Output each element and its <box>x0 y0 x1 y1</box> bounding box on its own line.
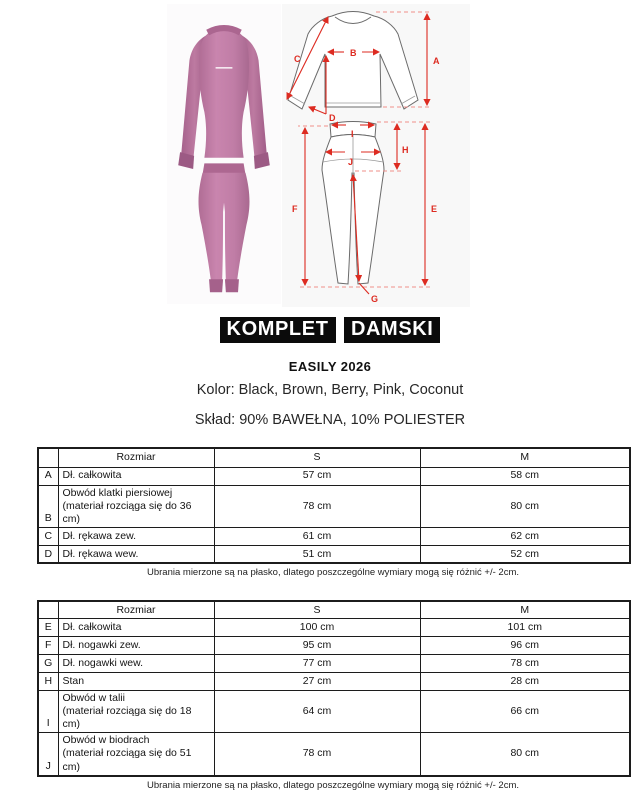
top-torso <box>199 29 249 158</box>
row-label: Dł. rękawa zew. <box>58 527 214 545</box>
table-row <box>38 672 630 690</box>
row-letter: G <box>38 654 58 672</box>
measure-label-i: I <box>351 129 354 139</box>
table-row <box>38 636 630 654</box>
measurement-diagram <box>282 4 470 307</box>
header-rozmiar: Rozmiar <box>58 601 214 618</box>
row-letter: C <box>38 527 58 545</box>
row-label-line1: Obwód w biodrach <box>62 734 150 747</box>
table-row <box>38 545 630 563</box>
header-rozmiar: Rozmiar <box>58 448 214 467</box>
row-letter: B <box>38 485 58 527</box>
table-row <box>38 733 630 776</box>
value-m: 80 cm <box>420 485 630 527</box>
measure-label-f: F <box>292 204 298 214</box>
value-m: 101 cm <box>420 618 630 636</box>
value-s: 57 cm <box>214 467 420 485</box>
size-table-top <box>37 447 631 564</box>
measure-label-d: D <box>329 113 336 123</box>
right-ankle-cuff <box>225 279 239 292</box>
title-word-damski: DAMSKI <box>344 317 441 343</box>
header-size-s: S <box>214 601 420 618</box>
header-size-s: S <box>214 448 420 467</box>
row-label: Dł. całkowita <box>58 618 214 636</box>
title-word-komplet: KOMPLET <box>220 317 336 343</box>
row-letter: D <box>38 545 58 563</box>
measure-label-a: A <box>433 56 440 66</box>
value-s: 78 cm <box>214 485 420 527</box>
row-letter: H <box>38 672 58 690</box>
size-table-leggings <box>37 600 631 776</box>
row-label: Dł. całkowita <box>58 467 214 485</box>
page-title <box>0 317 639 343</box>
row-label: Dł. nogawki zew. <box>58 636 214 654</box>
left-ankle-cuff <box>209 279 223 292</box>
value-s: 95 cm <box>214 636 420 654</box>
value-m: 52 cm <box>420 545 630 563</box>
value-m: 78 cm <box>420 654 630 672</box>
row-label: Dł. nogawki wew. <box>58 654 214 672</box>
table-header-row <box>38 448 630 467</box>
value-m: 62 cm <box>420 527 630 545</box>
row-label <box>58 733 214 776</box>
row-letter: E <box>38 618 58 636</box>
row-label: Dł. rękawa wew. <box>58 545 214 563</box>
shirt-outline <box>288 12 418 110</box>
header-letter-cell <box>38 601 58 618</box>
value-m: 80 cm <box>420 733 630 776</box>
size-diagram <box>282 4 470 307</box>
composition-line: Skład: 90% BAWEŁNA, 10% POLIESTER <box>194 412 466 428</box>
measurement-note: Ubrania mierzone są na płasko, dlatego poszczególne wymiary mogą się różnić +/- 2cm. <box>147 567 519 579</box>
row-label <box>58 485 214 527</box>
pink-set-photo-illustration <box>167 4 281 304</box>
table-row <box>38 618 630 636</box>
pants-outline <box>322 122 384 285</box>
row-letter: J <box>38 733 58 776</box>
header-size-m: M <box>420 448 630 467</box>
measure-label-h: H <box>402 145 409 155</box>
header-size-m: M <box>420 601 630 618</box>
row-label-line1: Obwód klatki piersiowej <box>62 486 173 499</box>
value-s: 77 cm <box>214 654 420 672</box>
row-label-line2: (materiał rozciąga się do 18 cm) <box>62 705 192 731</box>
table-row <box>38 654 630 672</box>
table-row <box>38 485 630 527</box>
chest-logo <box>216 67 233 68</box>
table-header-row <box>38 601 630 618</box>
value-s: 51 cm <box>214 545 420 563</box>
value-m: 96 cm <box>420 636 630 654</box>
value-m: 66 cm <box>420 690 630 732</box>
leggings <box>199 173 250 281</box>
header-letter-cell <box>38 448 58 467</box>
row-label: Stan <box>58 672 214 690</box>
table-row <box>38 690 630 732</box>
row-label <box>58 690 214 732</box>
value-m: 28 cm <box>420 672 630 690</box>
measurement-note: Ubrania mierzone są na płasko, dlatego poszczególne wymiary mogą się różnić +/- 2cm. <box>147 779 519 791</box>
value-s: 78 cm <box>214 733 420 776</box>
value-s: 27 cm <box>214 672 420 690</box>
value-m: 58 cm <box>420 467 630 485</box>
row-label-line1: Obwód w talii <box>62 691 125 704</box>
color-line: Kolor: Black, Brown, Berry, Pink, Coconut <box>196 382 464 398</box>
value-s: 61 cm <box>214 527 420 545</box>
row-label-line2: (materiał rozciąga się do 36 cm) <box>62 499 192 525</box>
row-letter: A <box>38 467 58 485</box>
product-photo <box>167 4 281 304</box>
row-letter: I <box>38 690 58 732</box>
row-letter: F <box>38 636 58 654</box>
model-name: EASILY 2026 <box>288 359 372 374</box>
measure-label-j: J <box>348 157 354 167</box>
hero-section <box>0 0 639 308</box>
value-s: 64 cm <box>214 690 420 732</box>
value-s: 100 cm <box>214 618 420 636</box>
measure-label-e: E <box>431 204 438 214</box>
table-row <box>38 467 630 485</box>
measure-label-g: G <box>371 294 379 304</box>
measure-label-b: B <box>350 48 357 58</box>
measure-label-c: C <box>294 54 301 64</box>
table-row <box>38 527 630 545</box>
row-label-line2: (materiał rozciąga się do 51 cm) <box>62 747 192 773</box>
